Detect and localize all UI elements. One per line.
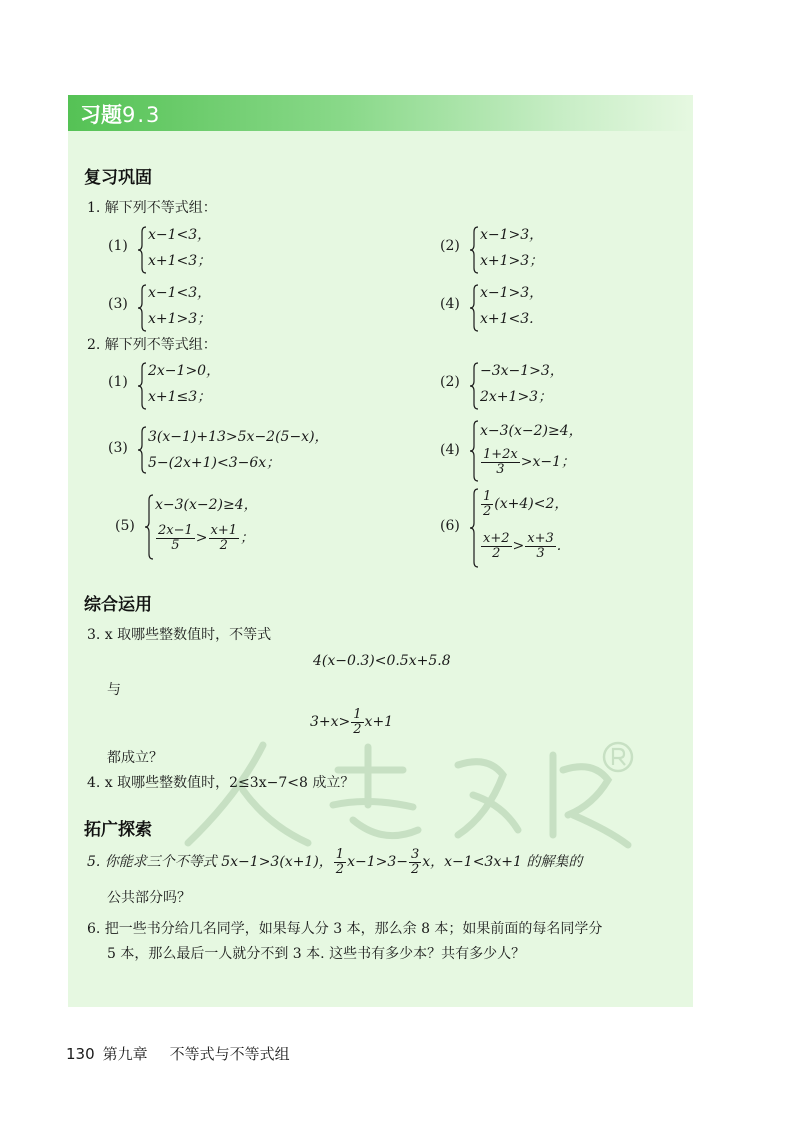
chapter-label: 第九章 xyxy=(102,1045,148,1063)
fraction xyxy=(525,532,556,560)
q2-5-label: (5) xyxy=(115,518,135,534)
q2-6-line2 xyxy=(480,532,561,560)
q5-part1: 5. 你能求三个不等式 5x−1>3(x+1)， xyxy=(87,854,333,871)
q1-prompt: 1. 解下列不等式组： xyxy=(87,200,217,216)
q2-5-line2 xyxy=(155,524,254,552)
exercise-title-bar xyxy=(68,95,693,131)
q2-6-line1-rest: (x+4)<2， xyxy=(494,496,569,513)
q3-ineq2-left: 3+x> xyxy=(310,714,351,731)
numerator: x+3 xyxy=(527,531,554,546)
punctuation: ； xyxy=(240,530,255,547)
denominator: 2 xyxy=(483,503,492,519)
q4-text: 4. x 取哪些整数值时，2≤3x−7<8 成立？ xyxy=(87,775,355,791)
brace-icon xyxy=(138,362,148,410)
fraction xyxy=(351,708,363,736)
q2-3-line2: 5−(2x+1)<3−6x； xyxy=(148,455,281,471)
section-review-heading: 复习巩固 xyxy=(84,168,152,188)
denominator: 2 xyxy=(353,721,362,737)
q5-part2: x−1>3− xyxy=(347,854,408,871)
q3-ineq2-right: x+1 xyxy=(364,714,394,731)
q2-5-line1: x−3(x−2)≥4， xyxy=(155,497,258,513)
q2-2-line2: 2x+1>3； xyxy=(480,389,553,405)
q1-2-line1: x−1>3， xyxy=(480,227,544,243)
q1-4-line1: x−1>3， xyxy=(480,285,544,301)
q1-1-label: (1) xyxy=(108,238,128,254)
fraction xyxy=(481,448,520,476)
brace-icon xyxy=(470,420,480,482)
q3-inequality-1: 4(x−0.3)<0.5x+5.8 xyxy=(313,653,451,669)
brace-icon xyxy=(470,488,480,568)
denominator: 5 xyxy=(171,537,180,553)
brace-icon xyxy=(138,284,148,332)
q1-2-label: (2) xyxy=(440,238,460,254)
q5-line1 xyxy=(87,848,582,876)
q5-part3: x，x−1<3x+1 的解集的 xyxy=(422,854,583,871)
q2-6-label: (6) xyxy=(440,518,460,534)
brace-icon xyxy=(470,226,480,274)
q1-3-label: (3) xyxy=(108,296,128,312)
q6-line1: 6. 把一些书分给几名同学，如果每人分 3 本，那么余 8 本；如果前面的每名同学分 xyxy=(87,921,603,937)
q2-4-line2 xyxy=(480,448,575,476)
q2-prompt: 2. 解下列不等式组： xyxy=(87,337,217,353)
page-footer xyxy=(66,1043,290,1064)
denominator: 2 xyxy=(492,545,501,561)
fraction xyxy=(481,532,512,560)
punctuation: . xyxy=(556,538,562,555)
q1-2-line2: x+1>3； xyxy=(480,253,544,269)
q2-2-label: (2) xyxy=(440,374,460,390)
q5-line2: 公共部分吗？ xyxy=(107,890,191,906)
q2-2-line1: −3x−1>3， xyxy=(480,363,564,379)
denominator: 2 xyxy=(219,537,228,553)
q2-3-line1: 3(x−1)+13>5x−2(5−x)， xyxy=(148,429,329,445)
numerator: x+2 xyxy=(483,531,510,546)
q3-prompt: 3. x 取哪些整数值时，不等式 xyxy=(87,627,272,643)
q2-1-label: (1) xyxy=(108,374,128,390)
q6-line2: 5 本，那么最后一人就分不到 3 本. 这些书有多少本？共有多少人？ xyxy=(107,946,526,962)
q1-1-line1: x−1<3， xyxy=(148,227,212,243)
brace-icon xyxy=(138,226,148,274)
q2-4-line2-rest: >x−1； xyxy=(520,454,576,471)
denominator: 3 xyxy=(536,545,545,561)
q2-4-line1: x−3(x−2)≥4， xyxy=(480,423,583,439)
q1-3-line2: x+1>3； xyxy=(148,311,212,327)
q1-3-line1: x−1<3， xyxy=(148,285,212,301)
brace-icon xyxy=(470,284,480,332)
numerator: 2x−1 xyxy=(158,523,193,538)
fraction xyxy=(334,848,346,876)
q1-4-label: (4) xyxy=(440,296,460,312)
fraction xyxy=(481,490,493,518)
fraction xyxy=(409,848,421,876)
q2-1-line2: x+1≤3； xyxy=(148,389,212,405)
exercise-title-number: 9.3 xyxy=(122,103,162,127)
section-apply-heading: 综合运用 xyxy=(84,595,152,615)
numerator: 1 xyxy=(335,847,345,862)
q3-ending: 都成立？ xyxy=(107,750,163,766)
operator: > xyxy=(195,530,208,547)
numerator: 1 xyxy=(483,489,492,504)
numerator: x+1 xyxy=(210,523,238,538)
brace-icon xyxy=(470,362,480,410)
denominator: 2 xyxy=(335,861,345,877)
numerator: 3 xyxy=(410,847,420,862)
fraction xyxy=(156,524,195,552)
exercise-title xyxy=(80,99,161,129)
brace-icon xyxy=(138,426,148,474)
numerator: 1 xyxy=(353,707,362,722)
denominator: 2 xyxy=(410,861,420,877)
q2-3-label: (3) xyxy=(108,440,128,456)
q2-6-line1 xyxy=(480,490,568,518)
operator: > xyxy=(512,538,525,555)
page-number: 130 xyxy=(66,1045,95,1063)
brace-icon xyxy=(145,494,155,560)
fraction xyxy=(209,524,240,552)
q3-conjunction: 与 xyxy=(107,682,121,698)
chapter-topic: 不等式与不等式组 xyxy=(169,1045,290,1063)
q3-inequality-2 xyxy=(310,708,393,736)
publisher-watermark-icon xyxy=(168,735,638,855)
exercise-title-text: 习题 xyxy=(80,103,122,127)
q1-1-line2: x+1<3； xyxy=(148,253,212,269)
numerator: 1+2x xyxy=(483,447,518,462)
denominator: 3 xyxy=(496,461,505,477)
section-explore-heading: 拓广探索 xyxy=(84,820,152,840)
q1-4-line2: x+1<3. xyxy=(480,311,534,327)
q2-4-label: (4) xyxy=(440,442,460,458)
q2-1-line1: 2x−1>0， xyxy=(148,363,221,379)
